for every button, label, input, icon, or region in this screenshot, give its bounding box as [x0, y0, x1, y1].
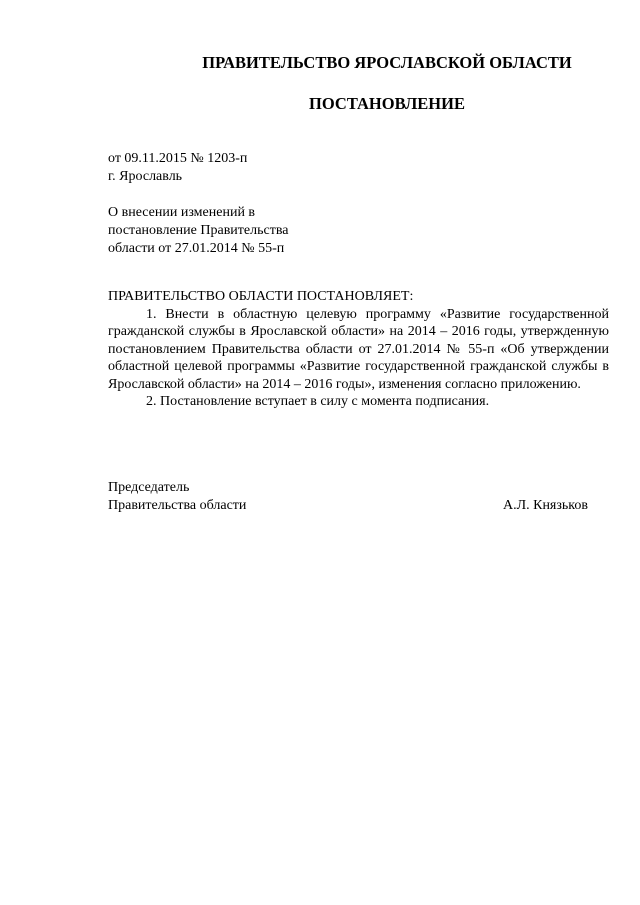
signature-row — [108, 497, 588, 515]
document-type-title: ПОСТАНОВЛЕНИЕ — [309, 94, 465, 113]
subject-line: постановление Правительства — [108, 223, 289, 238]
signer-title-line-2: Правительства области — [108, 498, 247, 513]
document-subject — [108, 204, 288, 258]
document-body — [108, 288, 609, 411]
signature-block — [108, 479, 588, 515]
signer-name: А.Л. Князьков — [503, 498, 588, 513]
signer-title-line-1: Председатель — [108, 480, 190, 495]
subject-line: области от 27.01.2014 № 55-п — [108, 241, 285, 256]
city: г. Ярославль — [108, 169, 183, 184]
organization-title: ПРАВИТЕЛЬСТВО ЯРОСЛАВСКОЙ ОБЛАСТИ — [202, 53, 572, 72]
document-meta — [108, 150, 247, 186]
item-1: 1. Внести в областную целевую программу «Развитие государственной гражданской службы в Ярославской области» на 2014 – 2016 годы, утвержденную постановлением Правительства области от 27.01.2014 № 55-п «Об утверждении областной целевой программы «Развитие государственной гражданской службы в Ярославской области» на 2014 – 2016 годы», изменения согласно приложению. — [108, 306, 609, 392]
subject-line: О внесении изменений в — [108, 205, 256, 220]
preamble: ПРАВИТЕЛЬСТВО ОБЛАСТИ ПОСТАНОВЛЯЕТ: — [108, 289, 414, 304]
date-number: от 09.11.2015 № 1203-п — [108, 151, 248, 166]
item-2: 2. Постановление вступает в силу с момента подписания. — [146, 394, 490, 409]
